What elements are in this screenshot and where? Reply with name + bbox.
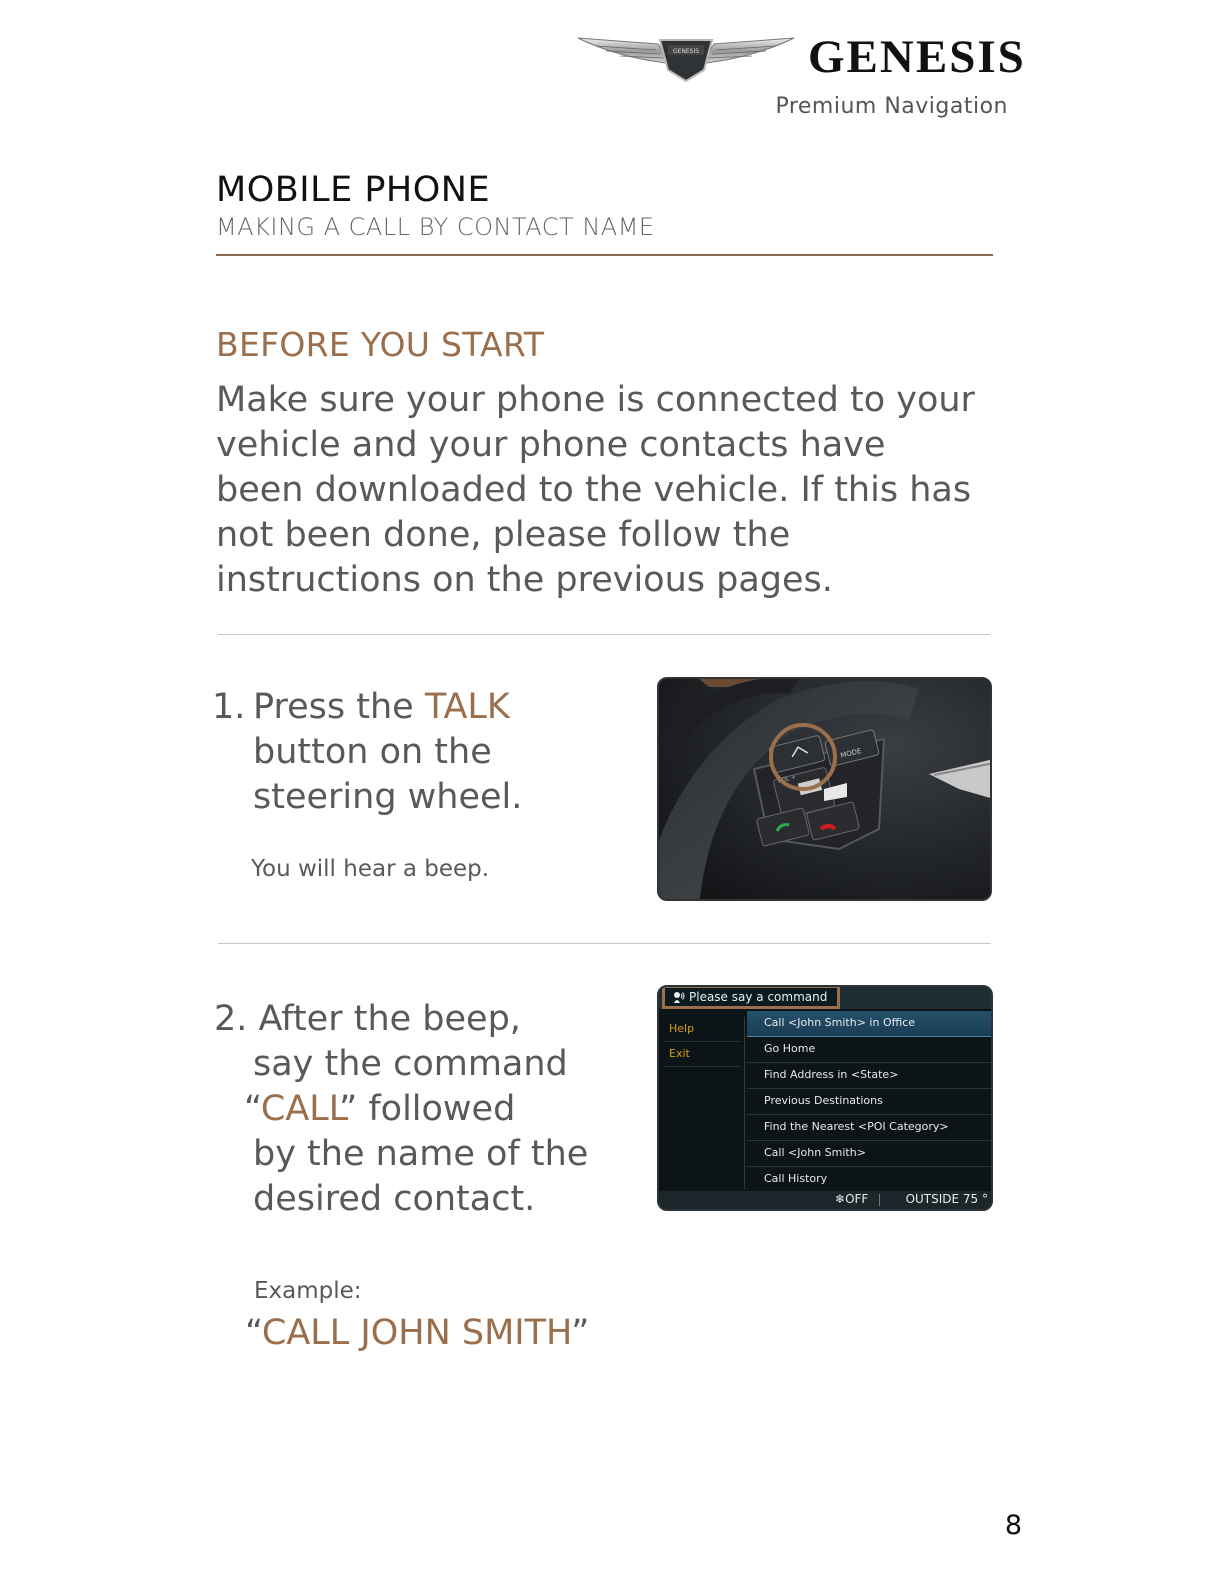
step-1 (212, 685, 522, 892)
command-list (747, 1011, 991, 1193)
step-1-number: 1. (212, 687, 246, 727)
open-quote: “ (244, 1089, 261, 1129)
screen-status-bar (659, 1191, 991, 1209)
genesis-wings-logo (576, 34, 796, 84)
exit-button[interactable]: Exit (663, 1042, 741, 1067)
step-1-note: You will hear a beep. (251, 856, 490, 882)
command-item[interactable]: Call <John Smith> in Office (747, 1011, 991, 1037)
command-item[interactable]: Find the Nearest <POI Category> (747, 1115, 991, 1141)
close-quote: ” (571, 1313, 590, 1353)
before-you-start-body: Make sure your phone is connected to your vehicle and your phone contacts have been downloaded to the vehicle. If this has not been done, please follow the instructions on the previous pages. (216, 380, 975, 600)
page-number: 8 (1004, 1510, 1022, 1541)
fan-status-text: OFF (845, 1192, 869, 1206)
vol-up-label: VOL + (776, 773, 797, 785)
steering-wheel-photo (657, 677, 992, 901)
status-separator (879, 1194, 880, 1206)
voice-icon (673, 991, 685, 1004)
step-2-line-2: say the command (253, 1044, 568, 1084)
step-2 (214, 997, 588, 1222)
voice-prompt-text: Please say a command (689, 990, 828, 1004)
step-2-line-1: After the beep, (258, 999, 521, 1039)
brand-name: GENESIS (808, 31, 1026, 83)
talk-keyword: TALK (424, 687, 510, 727)
step-1-line-2: button on the (253, 732, 492, 772)
outside-temperature: OUTSIDE 75 ° (905, 1192, 988, 1206)
example-command-text: CALL JOHN SMITH (261, 1313, 572, 1353)
open-quote: “ (245, 1313, 262, 1353)
mode-label: MODE (839, 746, 863, 760)
brand-subtitle: Premium Navigation (775, 94, 1008, 119)
example-label: Example: (254, 1278, 362, 1304)
divider (218, 634, 990, 635)
voice-prompt-banner (662, 985, 840, 1009)
help-button[interactable]: Help (663, 1017, 741, 1042)
step-2-number: 2. (214, 999, 248, 1039)
step-1-line-3: steering wheel. (253, 777, 523, 817)
before-you-start-heading: BEFORE YOU START (216, 325, 545, 364)
example-command (245, 1313, 589, 1353)
title-divider (216, 254, 993, 256)
step-2-line-3: ” followed (339, 1089, 516, 1129)
command-item[interactable]: Previous Destinations (747, 1089, 991, 1115)
command-item[interactable]: Find Address in <State> (747, 1063, 991, 1089)
screen-left-menu (663, 1017, 741, 1067)
step-1-text: Press the (253, 687, 425, 727)
command-item[interactable]: Call <John Smith> (747, 1141, 991, 1167)
step-2-line-5: desired contact. (253, 1179, 536, 1219)
call-keyword: CALL (260, 1089, 340, 1129)
command-item[interactable]: Go Home (747, 1037, 991, 1063)
section-title: MOBILE PHONE (216, 170, 491, 210)
voice-command-screen (657, 985, 993, 1211)
fan-icon: ❄ (835, 1192, 846, 1206)
step-2-line-4: by the name of the (253, 1134, 589, 1174)
command-item[interactable]: Call History (747, 1167, 991, 1193)
section-subtitle: MAKING A CALL BY CONTACT NAME (216, 213, 655, 241)
emblem-text: GENESIS (672, 48, 700, 55)
fan-status (835, 1192, 868, 1206)
divider (218, 943, 991, 944)
screen-divider (744, 1017, 745, 1189)
